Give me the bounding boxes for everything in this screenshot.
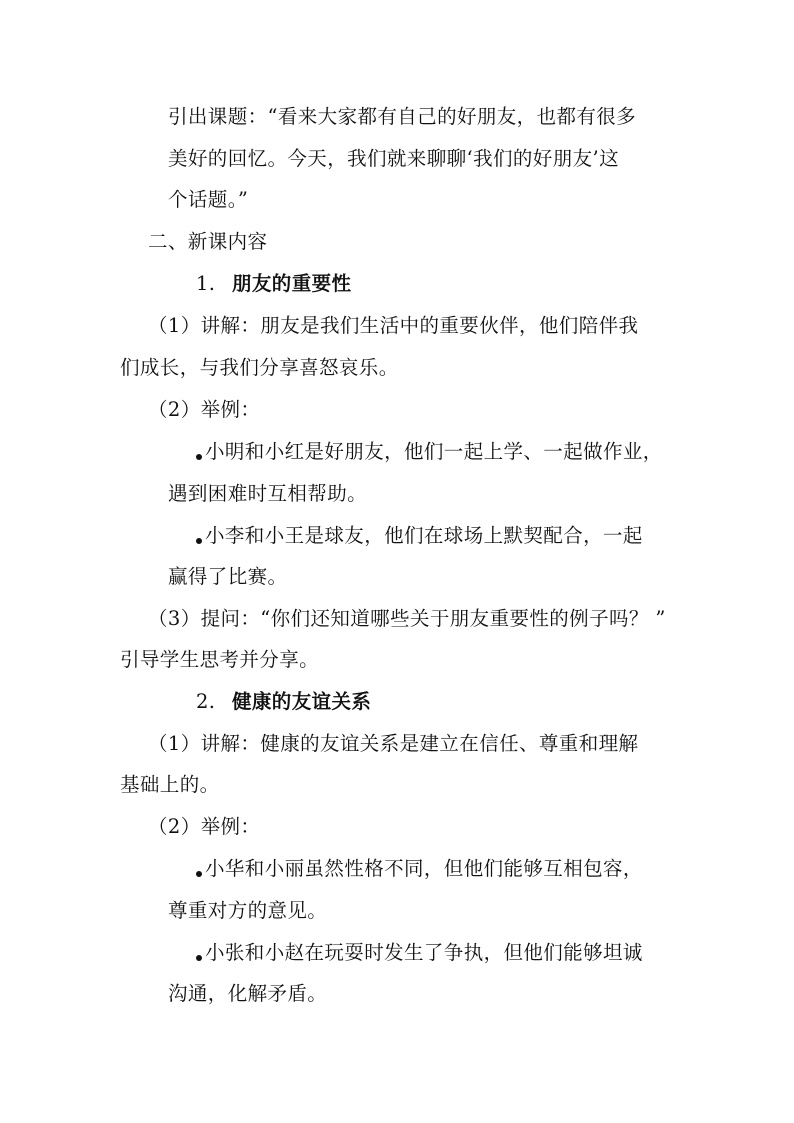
- part1-explain-line-2: 们成长，与我们分享喜怒哀乐。: [120, 356, 399, 379]
- part1-example2-line-1: [196, 522, 643, 550]
- part2-example1-text: 小华和小丽虽然性格不同，但他们能够互相包容，: [205, 857, 643, 880]
- part2-example1-line-2: 尊重对方的意见。: [168, 899, 328, 922]
- part1-explain-line-1: （1）讲解：朋友是我们生活中的重要伙伴，他们陪伴我: [148, 314, 639, 337]
- part1-question-line-1: （3）提问：“你们还知道哪些关于朋友重要性的例子吗？ ”: [148, 607, 666, 630]
- section-title: 二、新课内容: [148, 230, 268, 253]
- part1-example-label: （2）举例：: [148, 398, 261, 421]
- part1-number: 1.: [196, 272, 216, 295]
- part1-question-line-2: 引导学生思考并分享。: [120, 648, 320, 671]
- part1-example2-line-2: 赢得了比赛。: [168, 565, 288, 588]
- bullet-icon: [196, 454, 202, 460]
- intro-line-2: 美好的回忆。今天，我们就来聊聊‘我们的好朋友’这: [168, 147, 619, 170]
- part1-example1-text: 小明和小红是好朋友，他们一起上学、一起做作业，: [205, 440, 663, 463]
- part2-explain-line-2: 基础上的。: [120, 773, 220, 796]
- part2-heading: [196, 688, 371, 716]
- bullet-icon: [196, 538, 202, 544]
- part2-heading-text: 健康的友谊关系: [232, 690, 372, 713]
- part2-number: 2.: [196, 690, 216, 713]
- part1-example1-line-2: 遇到困难时互相帮助。: [168, 482, 368, 505]
- part1-heading-text: 朋友的重要性: [232, 272, 352, 295]
- part1-example2-text: 小李和小王是球友，他们在球场上默契配合，一起: [205, 524, 643, 547]
- part2-example2-line-2: 沟通，化解矛盾。: [168, 982, 328, 1005]
- part1-example1-line-1: [196, 438, 663, 466]
- intro-line-3: 个话题。”: [168, 188, 249, 211]
- bullet-icon: [196, 955, 202, 961]
- part2-example2-text: 小张和小赵在玩耍时发生了争执，但他们能够坦诚: [205, 941, 643, 964]
- part2-explain-line-1: （1）讲解：健康的友谊关系是建立在信任、尊重和理解: [148, 732, 639, 755]
- part2-example-label: （2）举例：: [148, 815, 261, 838]
- intro-line-1: 引出课题：“看来大家都有自己的好朋友，也都有很多: [168, 105, 637, 128]
- part2-example2-line-1: [196, 939, 643, 967]
- part2-example1-line-1: [196, 855, 643, 883]
- part1-heading: [196, 270, 351, 298]
- bullet-icon: [196, 871, 202, 877]
